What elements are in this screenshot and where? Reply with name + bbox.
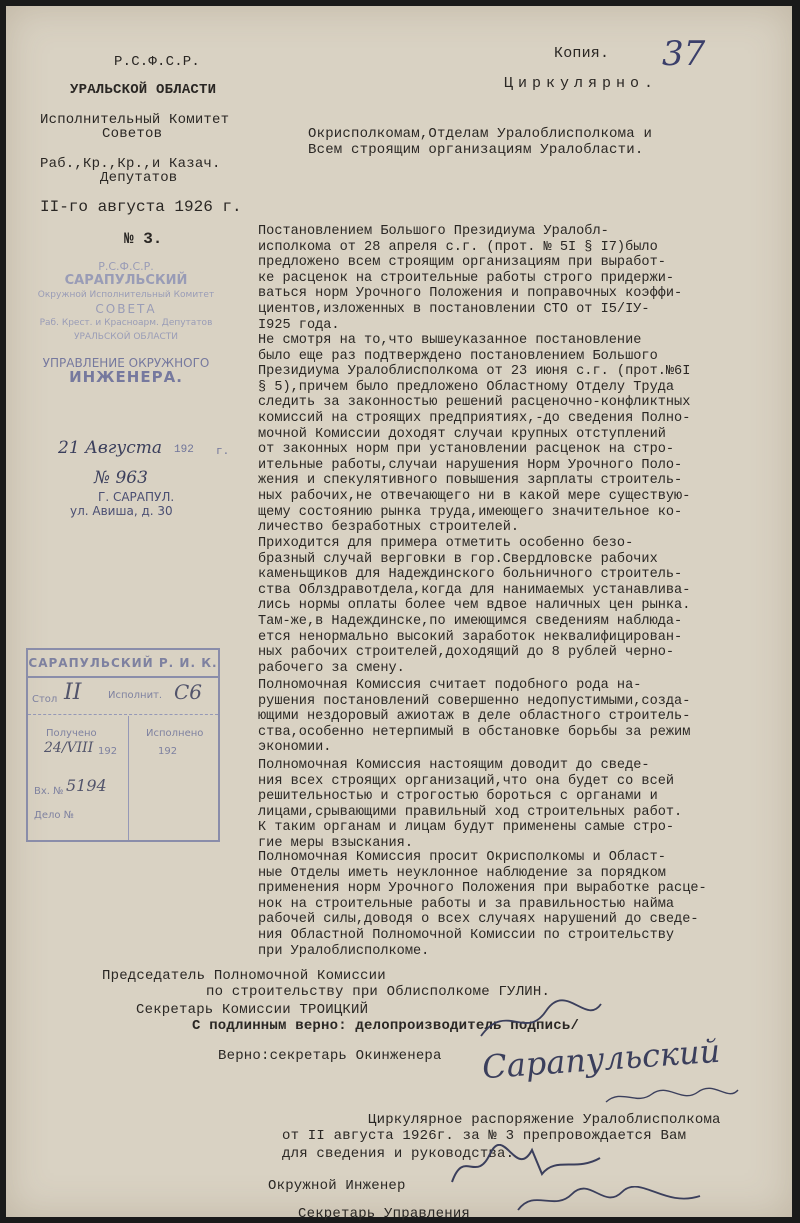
paragraph-2: Не смотря на то,что вышеуказанное постановление было еще раз подтверждено постановлением Большого Президиума Уралоблисполкома от 23 июня с.г. (прот.№6I § 5),причем было предложено Областному Отделу Труда следить за законностью решений расценочно-конфликтных комиссий на строящих предприятиях,-до сведения Полно- мочной Комиссии доходят случаи крупных отступлений от законных норм при установлении расценок на стро- ительные работы,случаи нарушения Норм Урочного Поло- жения и спекулятивного повышения зарплаты строитель- ных рабочих,не отвечающего ни в какой мере существую- щему состоянию рынка труда,имеющего значительное ко- личество безработных строителей. [258, 333, 691, 536]
chair-line-2: по строительству при Облисполкоме ГУЛИН. [206, 984, 551, 1000]
stamp-sarapul: САРАПУЛЬСКИЙ [64, 273, 188, 288]
received-year: 192 [98, 746, 118, 757]
secretary-signature-scribble [514, 1186, 704, 1216]
district-engineer-label: Окружной Инженер [268, 1178, 406, 1194]
stol-handwritten: II [64, 680, 82, 705]
field-stol: Стол [32, 694, 58, 705]
paragraph-6: Полномочная Комиссия просит Окрисполкомы и Област- ные Отделы иметь неуклонное наблюдение за порядком применения норм Урочного Положения при выработке расце- нок на строительные работы и за правильностью найма рабочей силы,доводя о всех случаях нарушений до сведе- ния Областной Полномочной Комиссии по строительству при Уралоблисполкоме. [258, 850, 707, 959]
stamp-street: ул. Авиша, д. 30 [70, 504, 173, 518]
header-executive-committee: Исполнительный Комитет [40, 112, 230, 128]
stamp-region: УРАЛЬСКОЙ ОБЛАСТИ [73, 332, 179, 342]
commission-secretary: Секретарь Комиссии ТРОИЦКИЙ [136, 1002, 369, 1018]
secondary-signature-scribble [602, 1084, 742, 1110]
stamp-rsfsr: Р.С.Ф.С.Р. [98, 260, 154, 273]
district-engineer-stamp [28, 260, 224, 384]
stamp-year: 192 [174, 444, 194, 456]
addressee-line-1: Окрисполкомам,Отделам Уралоблисполкома и [308, 126, 653, 142]
header-deputies: Депутатов [100, 170, 178, 186]
header-number: № 3. [124, 230, 163, 248]
true-copy-line: Верно:секретарь Окинженера [218, 1048, 442, 1064]
department-secretary-label: Секретарь Управления [298, 1206, 471, 1222]
stamp-year-suffix: г. [216, 446, 230, 458]
copy-label: Копия. [554, 45, 610, 62]
received-handwritten: 24/VIII [44, 740, 94, 756]
secretary-signature: Сарапульский [480, 1031, 722, 1087]
paragraph-1: Постановлением Большого Президиума Уралобл- исполкома от 28 апреля с.г. (прот. № 5I § I7)было предложено всем строящим организациям при выработ- ке расценок на строительные работы строго придержи- ваться норм Урочного Положения и поправочных коэффи- циентов,изложенных в постановлении СТО от I5/IУ- I925 года. [258, 224, 683, 333]
field-ispolnit: Исполнит. [108, 690, 163, 701]
paragraph-5: Полномочная Комиссия настоящим доводит до сведе- ния всех строящих организаций,что она будет со всей решительностью и строгостью бороться с органами и лицами,срывающими правильный ход строительных работ. К таким органам и лицам будут применены самые стро- гие меры взыскания. [258, 758, 683, 851]
footer-line-3: для сведения и руководства. [282, 1146, 515, 1162]
stamp-deputies: Раб. Крест. и Красноарм. Депутатов [39, 318, 213, 328]
field-received: Получено [46, 728, 97, 739]
verified-line: С подлинным верно: делопроизводитель подпись/ [192, 1018, 580, 1034]
chair-line-1: Председатель Полномочной Комиссии [102, 968, 386, 984]
stamp-soviet: СОВЕТА [95, 302, 157, 316]
header-region: УРАЛЬСКОЙ ОБЛАСТИ [70, 82, 217, 98]
paragraph-3: Приходится для примера отметить особенно безо- бразный случай верговки в гор.Свердловске рабочих каменьщиков для Надеждинского больничного строитель- ства Облздравотдела,когда для нанимаемых устанавлива- лись нормы оплаты более чем вдвое наличных цен рынка. Там-же,в Надеждинске,по имеющимся сведениям наблюда- ется ненормально высокий заработок неквалифицирован- ных рабочих строителей,доходящий до 8 рублей черно- рабочего за смену. [258, 536, 691, 676]
header-rsfsr: Р.С.Ф.С.Р. [114, 54, 201, 70]
circular-label: Циркулярно. [504, 75, 659, 92]
stamp-date-handwritten: 21 Августа [58, 438, 163, 458]
field-delo: Дело № [34, 810, 75, 821]
header-soviets: Советов [102, 126, 163, 142]
stamp-engineer: ИНЖЕНЕРА. [69, 368, 183, 386]
stamp-department: УПРАВЛЕНИЕ ОКРУЖНОГО [42, 356, 210, 370]
header-deputies-type: Раб.,Кр.,Кр.,и Казач. [40, 156, 221, 172]
field-done: Исполнено [146, 728, 204, 739]
done-year: 192 [158, 746, 178, 757]
ispolnit-handwritten: С6 [174, 680, 203, 704]
engineer-signature-scribble [446, 1144, 606, 1190]
stamp-city: Г. САРАПУЛ. [98, 490, 175, 504]
addressee-line-2: Всем строящим организациям Уралобласти. [308, 142, 644, 158]
verified-signature-scribble [476, 996, 606, 1046]
paragraph-4: Полномочная Комиссия считает подобного рода на- рушения постановлений совершенно недопустимыми,созда- ющими нездоровый ажиотаж в деле областного строитель- ства,особенно нетерпимый в обстановке борьбы за режим экономии. [258, 678, 691, 756]
header-date: II-го августа 1926 г. [40, 198, 242, 216]
footer-line-2: от II августа 1926г. за № 3 препровождается Вам [282, 1128, 687, 1144]
archive-page-number: 37 [662, 34, 706, 74]
registration-title: САРАПУЛЬСКИЙ Р. И. К. [28, 650, 218, 678]
footer-line-1: Циркулярное распоряжение Уралоблисполкома [368, 1112, 721, 1128]
document-sheet [6, 6, 792, 1222]
field-vh: Вх. № [34, 786, 64, 797]
vh-handwritten: 5194 [66, 776, 107, 795]
stamp-committee: Окружной Исполнительный Комитет [37, 290, 215, 300]
registration-stamp [26, 648, 220, 842]
stamp-number-handwritten: № 963 [94, 468, 148, 488]
